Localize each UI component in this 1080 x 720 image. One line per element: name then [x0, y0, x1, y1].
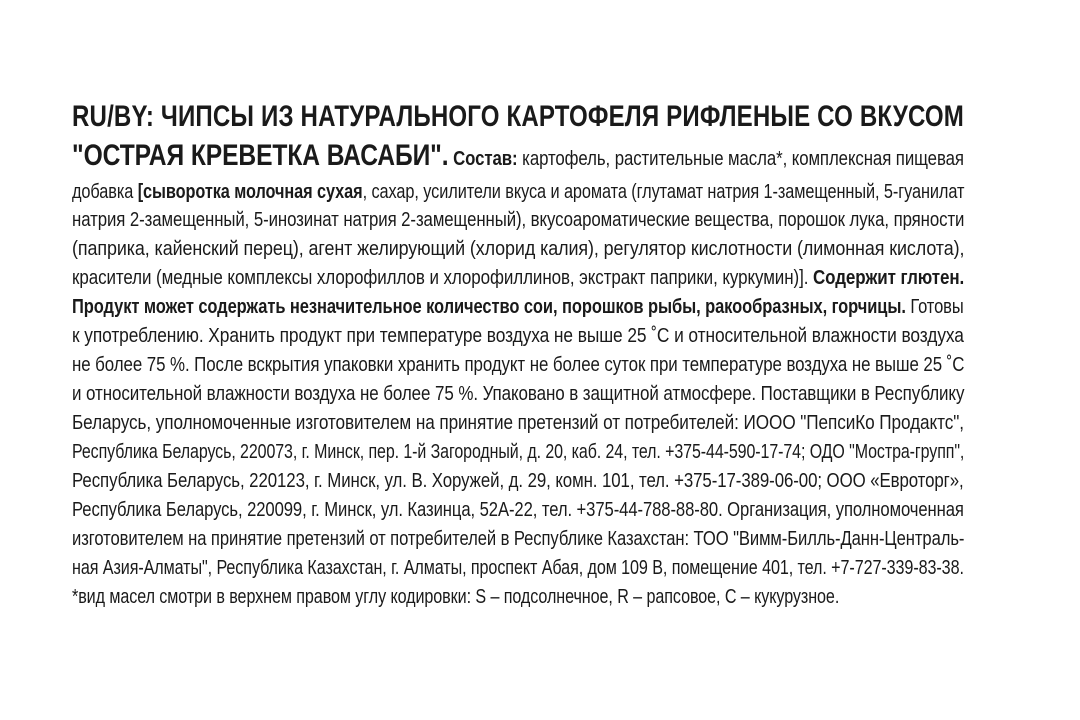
text-line: ная Азия-Алматы", Республика Казахстан, г. Алматы, проспект Абая, дом 109 В, помещение 401, тел. +7-727-339-83-38. [72, 556, 964, 579]
bold-run: [сыворотка молочная сухая [137, 180, 363, 203]
gluten-warning: Содержит глютен. [812, 266, 965, 289]
title-and-composition-line [72, 139, 964, 173]
allergen-warning: Продукт может содержать незначительное количество сои, порошков рыбы, ракообразных, горчицы. [72, 295, 906, 318]
composition-text: картофель, растительные масла*, комплексная пищевая [522, 147, 964, 170]
text-line [72, 293, 964, 321]
text-run: Готовы [905, 295, 964, 318]
text-line: Республика Беларусь, 220123, г. Минск, ул. В. Хоружей, д. 29, комн. 101, тел. +375-17-389-06-00; ООО «Евроторг», [72, 469, 964, 492]
text-line [72, 178, 964, 206]
text-line: и относительной влажности воздуха не более 75 %. Упаковано в защитной атмосфере. Поставщики в Республику [72, 382, 965, 405]
text-line: изготовителем на принятие претензий от потребителей в Республике Казахстан: ТОО "Вимм-Билль-Данн-Централь- [72, 527, 965, 550]
composition-label: Состав: [453, 147, 518, 170]
product-title-line-1: RU/BY: ЧИПСЫ ИЗ НАТУРАЛЬНОГО КАРТОФЕЛЯ РИФЛЕНЫЕ СО ВКУСОМ [72, 100, 964, 133]
text-line: Республика Беларусь, 220073, г. Минск, пер. 1-й Загородный, д. 20, каб. 24, тел. +375-44-590-17-74; ОДО "Мостра-групп", [72, 440, 965, 463]
text-run: добавка [72, 180, 138, 203]
text-run: красители (медные комплексы хлорофиллов и хлорофиллинов, экстракт паприки, куркумин)]. [72, 266, 813, 289]
text-line: к употреблению. Хранить продукт при температуре воздуха не выше 25 ˚С и относительной влажности воздуха [72, 324, 964, 347]
product-title-line-2: "ОСТРАЯ КРЕВЕТКА ВАСАБИ". [72, 139, 449, 172]
text-line: Республика Беларусь, 220099, г. Минск, ул. Казинца, 52А-22, тел. +375-44-788-88-80. Организация, уполномоченная [72, 498, 964, 521]
footnote-line: *вид масел смотри в верхнем правом углу кодировки: S – подсолнечное, R – рапсовое, С – кукурузное. [72, 585, 840, 608]
text-line [72, 264, 964, 292]
text-line: натрия 2-замещенный, 5-инозинат натрия 2-замещенный), вкусоароматические вещества, порошок лука, пряности [72, 208, 965, 231]
text-line: не более 75 %. После вскрытия упаковки хранить продукт не более суток при температуре воздуха не выше 25 ˚С [72, 353, 965, 376]
text-line: (паприка, кайенский перец), агент желирующий (хлорид калия), регулятор кислотности (лимонная кислота), [72, 237, 965, 260]
text-run: , сахар, усилители вкуса и аромата (глутамат натрия 1-замещенный, 5-гуанилат [362, 180, 965, 203]
text-line: Беларусь, уполномоченные изготовителем на принятие претензий от потребителей: ИООО "ПепсиКо Продактс", [72, 411, 964, 434]
